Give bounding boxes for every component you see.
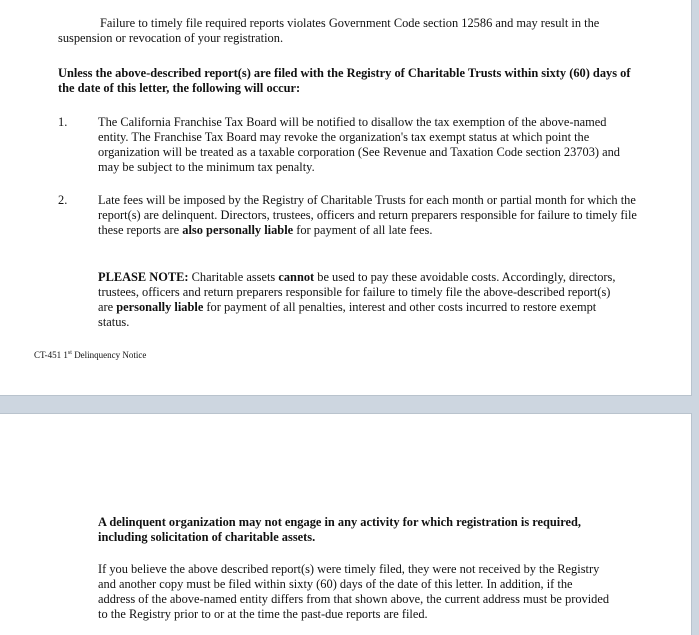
note-bold-cannot: cannot: [278, 270, 315, 284]
deadline-warning: Unless the above-described report(s) are filed with the Registry of Charitable Trusts within sixty (60) days of the date of this letter, the following will occur:: [58, 66, 631, 95]
delinquent-activity-warning: A delinquent organization may not engage in any activity for which registration is required, including solicitation of charitable assets.: [98, 515, 582, 544]
item-1-text: The California Franchise Tax Board will be notified to disallow the tax exemption of the above-named entity. The Franchise Tax Board may revoke the organization's tax exempt status at which point the organization will be treated as a taxable corporation (See Revenue and Taxation Code section 23703) and may be subject to the minimum tax penalty.: [98, 115, 621, 174]
item-2-bold-phrase: also personally liable: [182, 223, 294, 237]
item-2-text: [98, 193, 638, 238]
intro-paragraph: Failure to timely file required reports violates Government Code section 12586 and may result in the suspension or revocation of your registration.: [58, 16, 600, 45]
form-footer: [34, 350, 146, 361]
note-text-3: for payment of all penalties, interest and other costs incurred to restore exempt status.: [98, 300, 597, 329]
item-2-text-end: for payment of all late fees.: [293, 223, 433, 237]
note-text-1: Charitable assets: [188, 270, 279, 284]
item-1-number: 1.: [58, 115, 68, 129]
timely-filed-paragraph: If you believe the above described report(s) were timely filed, they were not received by the Registry and another copy must be filed within sixty (60) days of the date of this letter. In addition, if the address of the above-named entity differs from that shown above, the current address must be provided to the Registry prior to or at the time the past-due reports are filed.: [98, 562, 610, 621]
please-note-paragraph: [98, 270, 628, 330]
item-2-number: 2.: [58, 193, 68, 207]
note-text-2: be used to pay these avoidable costs. Accordingly, directors, trustees, officers and return preparers responsible for failure to timely file the above-described report(s) are: [98, 270, 616, 314]
footer-form-id: CT-451 1: [34, 350, 68, 360]
document-page-2: [0, 413, 692, 635]
note-bold-liable: personally liable: [116, 300, 204, 314]
footer-title: Delinquency Notice: [71, 350, 147, 360]
item-2-text-start: Late fees will be imposed by the Registry of Charitable Trusts for each month or partial month for which the report(s) are delinquent. Directors, trustees, officers and return preparers responsible for failure to timely file these reports are: [98, 193, 637, 237]
footer-superscript: st: [67, 350, 72, 356]
please-note-label: PLEASE NOTE:: [98, 270, 189, 284]
